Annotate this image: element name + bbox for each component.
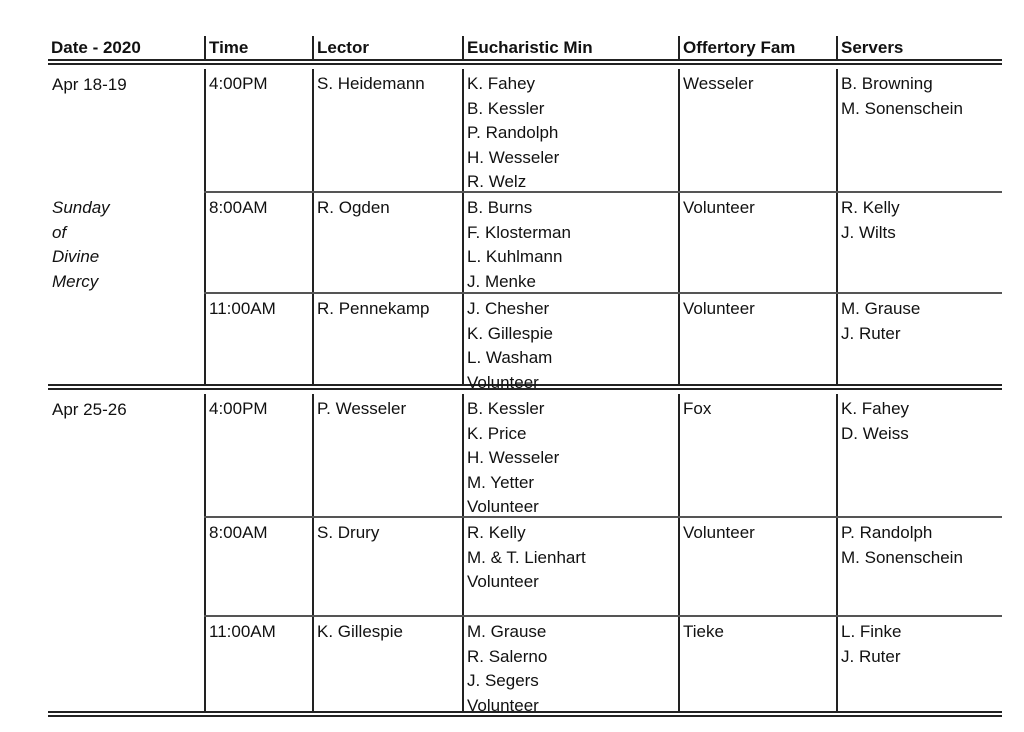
header-offertory: Offertory Fam	[678, 36, 795, 59]
date-label: Apr 18-19	[52, 75, 127, 94]
eucharistic-minister: P. Randolph	[467, 123, 559, 142]
date-group	[48, 394, 1002, 713]
eucharistic-minister: J. Segers	[467, 671, 539, 690]
eucharistic-cell	[462, 294, 678, 392]
offertory-family: Volunteer	[683, 523, 755, 542]
lector-name: S. Drury	[317, 523, 380, 542]
offertory-family: Volunteer	[683, 198, 755, 217]
server-name: L. Finke	[841, 622, 902, 641]
mass-time: 8:00AM	[209, 523, 268, 542]
eucharistic-minister: J. Menke	[467, 271, 536, 291]
eucharistic-minister: L. Kuhlmann	[467, 247, 563, 266]
offertory-family: Volunteer	[683, 299, 755, 318]
eucharistic-minister: B. Kessler	[467, 399, 545, 418]
mass-row	[204, 617, 1002, 715]
eucharistic-minister: R. Kelly	[467, 523, 526, 542]
eucharistic-cell	[462, 193, 678, 292]
mass-time-cell	[204, 69, 312, 191]
eucharistic-minister: K. Fahey	[467, 74, 536, 93]
eucharistic-minister: F. Klosterman	[467, 222, 571, 242]
lector-cell	[312, 617, 462, 711]
server-name: B. Browning	[841, 74, 933, 93]
offertory-cell	[678, 69, 836, 191]
offertory-cell	[678, 617, 836, 711]
servers-cell	[836, 294, 1002, 384]
servers-cell	[836, 193, 1002, 292]
lector-name: S. Heidemann	[317, 74, 425, 93]
server-name: P. Randolph	[841, 523, 933, 542]
feast-line: Divine	[52, 247, 100, 266]
server-name: M. Grause	[841, 299, 921, 318]
eucharistic-minister: B. Burns	[467, 198, 533, 217]
servers-cell	[836, 617, 1002, 711]
lector-name: R. Ogden	[317, 198, 390, 217]
eucharistic-minister: M. & T. Lienhart	[467, 547, 586, 567]
lector-name: K. Gillespie	[317, 622, 403, 641]
mass-time: 4:00PM	[209, 399, 268, 418]
servers-cell	[836, 394, 1002, 516]
eucharistic-minister: Volunteer	[467, 695, 539, 715]
mass-time-cell	[204, 617, 312, 711]
eucharistic-minister: R. Welz	[467, 172, 527, 191]
feast-line: of	[52, 222, 67, 242]
server-name: K. Fahey	[841, 399, 910, 418]
offertory-family: Wesseler	[683, 74, 754, 93]
server-name: R. Kelly	[841, 198, 900, 217]
header-servers: Servers	[836, 36, 903, 59]
server-name: J. Ruter	[841, 646, 901, 666]
schedule-table	[48, 36, 1002, 713]
offertory-family: Tieke	[683, 622, 724, 641]
eucharistic-minister: K. Gillespie	[467, 323, 553, 343]
eucharistic-cell	[462, 394, 678, 516]
lector-name: P. Wesseler	[317, 399, 407, 418]
eucharistic-cell	[462, 617, 678, 715]
offertory-cell	[678, 518, 836, 615]
feast-line: Sunday	[52, 198, 110, 217]
offertory-cell	[678, 193, 836, 292]
eucharistic-minister: H. Wesseler	[467, 147, 560, 167]
eucharistic-minister: Volunteer	[467, 497, 539, 516]
date-cell	[48, 69, 204, 384]
mass-time: 11:00AM	[209, 299, 276, 318]
mass-row	[204, 518, 1002, 617]
feast-line: Mercy	[52, 271, 99, 291]
eucharistic-cell	[462, 69, 678, 191]
lector-cell	[312, 193, 462, 292]
eucharistic-minister: K. Price	[467, 423, 527, 443]
server-name: M. Sonenschein	[841, 547, 963, 567]
eucharistic-minister: H. Wesseler	[467, 448, 560, 467]
eucharistic-minister: Volunteer	[467, 572, 539, 591]
offertory-cell	[678, 394, 836, 516]
server-name: J. Ruter	[841, 323, 901, 343]
servers-cell	[836, 69, 1002, 191]
feast-name	[52, 196, 110, 294]
mass-time: 11:00AM	[209, 622, 276, 641]
eucharistic-minister: B. Kessler	[467, 98, 545, 118]
eucharistic-minister: M. Yetter	[467, 472, 535, 492]
date-cell	[48, 394, 204, 711]
lector-cell	[312, 69, 462, 191]
mass-time: 4:00PM	[209, 74, 268, 93]
eucharistic-minister: Volunteer	[467, 372, 539, 392]
lector-name: R. Pennekamp	[317, 299, 430, 318]
lector-cell	[312, 294, 462, 384]
eucharistic-minister: J. Chesher	[467, 299, 550, 318]
mass-time: 8:00AM	[209, 198, 268, 217]
header-time: Time	[204, 36, 248, 59]
mass-row	[204, 193, 1002, 294]
mass-row	[204, 294, 1002, 392]
server-name: J. Wilts	[841, 222, 896, 242]
date-group	[48, 69, 1002, 392]
mass-time-cell	[204, 394, 312, 516]
eucharistic-minister: L. Washam	[467, 348, 553, 367]
header-row	[48, 36, 1002, 61]
header-lector: Lector	[312, 36, 369, 59]
header-date: Date - 2020	[51, 38, 141, 57]
mass-row	[204, 69, 1002, 193]
date-label: Apr 25-26	[52, 400, 127, 419]
mass-time-cell	[204, 518, 312, 615]
offertory-cell	[678, 294, 836, 384]
server-name: M. Sonenschein	[841, 98, 963, 118]
server-name: D. Weiss	[841, 423, 909, 443]
header-eucharistic: Eucharistic Min	[462, 36, 593, 59]
mass-time-cell	[204, 193, 312, 292]
eucharistic-minister: R. Salerno	[467, 646, 548, 666]
lector-cell	[312, 394, 462, 516]
eucharistic-cell	[462, 518, 678, 615]
schedule-body	[48, 69, 1002, 713]
mass-row	[204, 394, 1002, 518]
offertory-family: Fox	[683, 399, 712, 418]
eucharistic-minister: M. Grause	[467, 622, 547, 641]
lector-cell	[312, 518, 462, 615]
servers-cell	[836, 518, 1002, 615]
mass-time-cell	[204, 294, 312, 384]
